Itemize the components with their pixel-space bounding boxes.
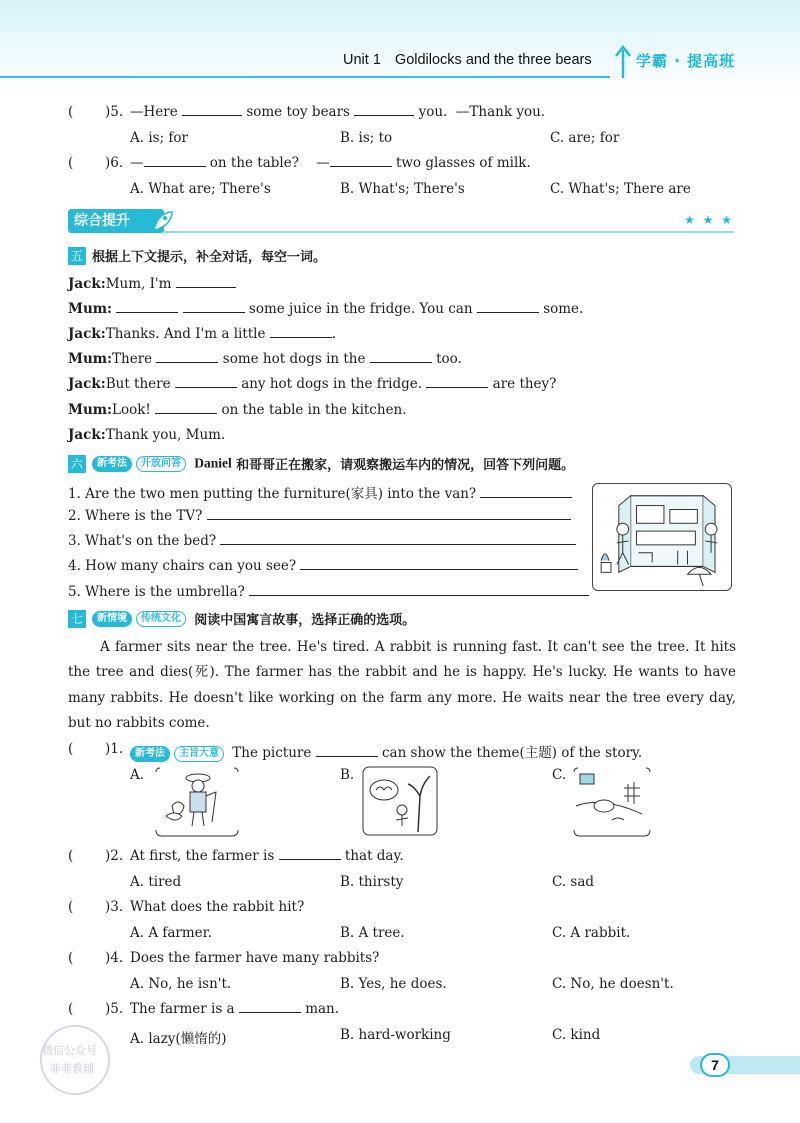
tag-badge: 新考法 — [92, 456, 132, 472]
blank-line[interactable] — [155, 402, 217, 414]
option-b[interactable]: B. — [340, 767, 355, 783]
answer-paren[interactable]: ( — [68, 848, 74, 864]
blank-line[interactable] — [116, 301, 178, 313]
arrow-up-icon — [612, 44, 634, 80]
option-c[interactable]: C. What's; There are — [550, 181, 691, 197]
question-number: )1. — [105, 741, 124, 757]
watermark: 微信公众号 菲菲教辅 — [20, 1020, 130, 1100]
header-band — [0, 0, 800, 96]
dialogue-line: Jack:Thank you, Mum. — [68, 427, 226, 443]
tag-badge: 开放问答 — [136, 456, 186, 472]
rocket-icon — [148, 210, 174, 232]
tag-badge: 主旨大意 — [174, 746, 224, 762]
blank-line[interactable] — [175, 376, 237, 388]
option-c[interactable]: C. No, he doesn't. — [552, 976, 674, 992]
answer-line[interactable] — [300, 558, 578, 570]
banner-label: 综合提升 — [68, 209, 164, 233]
blank-line[interactable] — [176, 276, 236, 288]
option-a[interactable]: A. is; for — [130, 130, 188, 146]
option-b[interactable]: B. thirsty — [340, 874, 404, 890]
answer-line[interactable] — [207, 508, 571, 520]
option-a[interactable]: A. tired — [130, 874, 182, 890]
option-c[interactable]: C. kind — [552, 1027, 601, 1043]
section-number: 六 — [68, 455, 86, 473]
option-c-picture[interactable] — [572, 766, 652, 838]
dialogue-line: Mum:There some hot dogs in the too. — [68, 351, 462, 367]
question-stem: — on the table? — two glasses of milk. — [130, 155, 531, 171]
answer-paren[interactable]: ( — [68, 741, 74, 757]
blank-line[interactable] — [183, 301, 245, 313]
answer-line[interactable] — [480, 486, 572, 498]
dialogue-line: Jack:Thanks. And I'm a little . — [68, 326, 337, 342]
option-a[interactable]: A. What are; There's — [130, 181, 271, 197]
dialogue-line: Mum:Look! on the table in the kitchen. — [68, 402, 407, 418]
question-row: 2. Where is the TV? — [68, 508, 571, 524]
dialogue-line: Mum: some juice in the fridge. You can some. — [68, 301, 584, 317]
dialogue-line: Jack:Mum, I'm — [68, 276, 236, 292]
answer-paren[interactable]: ( — [68, 104, 74, 120]
difficulty-stars: ★ ★ ★ — [684, 213, 734, 227]
option-c[interactable]: C. — [552, 767, 567, 783]
question-number: )5. — [105, 1001, 124, 1017]
blank-line[interactable] — [156, 351, 218, 363]
question-row: 4. How many chairs can you see? — [68, 558, 578, 574]
section-banner — [68, 207, 734, 235]
blank-line[interactable] — [279, 848, 341, 860]
blank-line[interactable] — [270, 326, 332, 338]
section-heading — [68, 609, 415, 628]
section-heading: 六 新考法 开放问答 Daniel 和哥哥正在搬家，请观察搬运车内的情况，回答下列问题。 — [68, 454, 574, 473]
option-a[interactable]: A. lazy(懒惰的) — [130, 1031, 227, 1047]
option-a[interactable]: A. A farmer. — [130, 925, 212, 941]
blank-line[interactable] — [426, 376, 488, 388]
option-a-picture[interactable] — [152, 766, 242, 838]
option-c[interactable]: C. are; for — [550, 130, 620, 146]
section-number: 七 — [68, 610, 86, 628]
answer-paren[interactable]: ( — [68, 1001, 74, 1017]
tag-badge: 传统文化 — [136, 611, 186, 627]
question-row: 1. Are the two men putting the furniture(家具) into the van? — [68, 482, 572, 502]
option-c[interactable]: C. A rabbit. — [552, 925, 631, 941]
option-b[interactable]: B. Yes, he does. — [340, 976, 447, 992]
question-number: )4. — [105, 950, 124, 966]
blank-line[interactable] — [370, 351, 432, 363]
unit-label: Unit 1 — [343, 52, 381, 68]
section-heading — [68, 246, 326, 265]
blank-line[interactable] — [182, 104, 242, 116]
blank-line[interactable] — [354, 104, 414, 116]
option-b[interactable]: B. A tree. — [340, 925, 405, 941]
option-b-picture[interactable] — [362, 766, 438, 836]
header-title — [343, 52, 592, 68]
question-number: )6. — [105, 155, 124, 171]
question-stem: —Here some toy bears you. —Thank you. — [130, 104, 546, 120]
answer-paren[interactable]: ( — [68, 899, 74, 915]
section-number: 五 — [68, 247, 86, 265]
option-c[interactable]: C. sad — [552, 874, 595, 890]
question-number: )2. — [105, 848, 124, 864]
reading-passage: A farmer sits near the tree. He's tired. A rabbit is running fast. It can't see the tree. It hits the tree and dies(死). The farmer has the rabbit and he is happy. He's lucky. He wants to have many rabbits. He doesn't like working on the farm any more. He waits near the tree every day, but no rabbits come. — [68, 639, 736, 732]
tag-badge: 新情境 — [92, 611, 132, 627]
moving-van-illustration — [592, 483, 732, 591]
answer-line[interactable] — [220, 533, 576, 545]
option-a[interactable]: A. — [130, 767, 145, 783]
question-row: 5. Where is the umbrella? — [68, 584, 589, 600]
section-instruction: 阅读中国寓言故事，选择正确的选项。 — [194, 613, 416, 628]
blank-line[interactable] — [144, 155, 206, 167]
blank-line[interactable] — [477, 301, 539, 313]
option-b[interactable]: B. hard-working — [340, 1027, 451, 1043]
section-instruction: 根据上下文提示，补全对话，每空一词。 — [92, 250, 327, 265]
page-number: 7 — [700, 1053, 730, 1077]
blank-line[interactable] — [239, 1001, 301, 1013]
banner-rule — [164, 231, 734, 233]
option-a[interactable]: A. No, he isn't. — [130, 976, 232, 992]
section-instruction: 和哥哥正在搬家，请观察搬运车内的情况，回答下列问题。 — [236, 458, 575, 473]
answer-line[interactable] — [249, 584, 589, 596]
answer-paren[interactable]: ( — [68, 155, 74, 171]
question-stem: Does the farmer have many rabbits? — [130, 950, 380, 966]
question-row: 3. What's on the bed? — [68, 533, 576, 549]
tag-badge: 新考法 — [130, 746, 170, 762]
header-rule — [0, 76, 610, 78]
unit-title: Goldilocks and the three bears — [394, 52, 592, 68]
dialogue-line: Jack:But there any hot dogs in the fridge. are they? — [68, 376, 557, 392]
answer-paren[interactable]: ( — [68, 950, 74, 966]
blank-line[interactable] — [330, 155, 392, 167]
question-number: )3. — [105, 899, 124, 915]
option-b[interactable]: B. What's; There's — [340, 181, 465, 197]
question-stem: What does the rabbit hit? — [130, 899, 305, 915]
blank-line[interactable] — [316, 745, 378, 757]
brand-label: 学霸 · 提高班 — [636, 52, 736, 70]
question-number: )5. — [105, 104, 124, 120]
option-b[interactable]: B. is; to — [340, 130, 393, 146]
